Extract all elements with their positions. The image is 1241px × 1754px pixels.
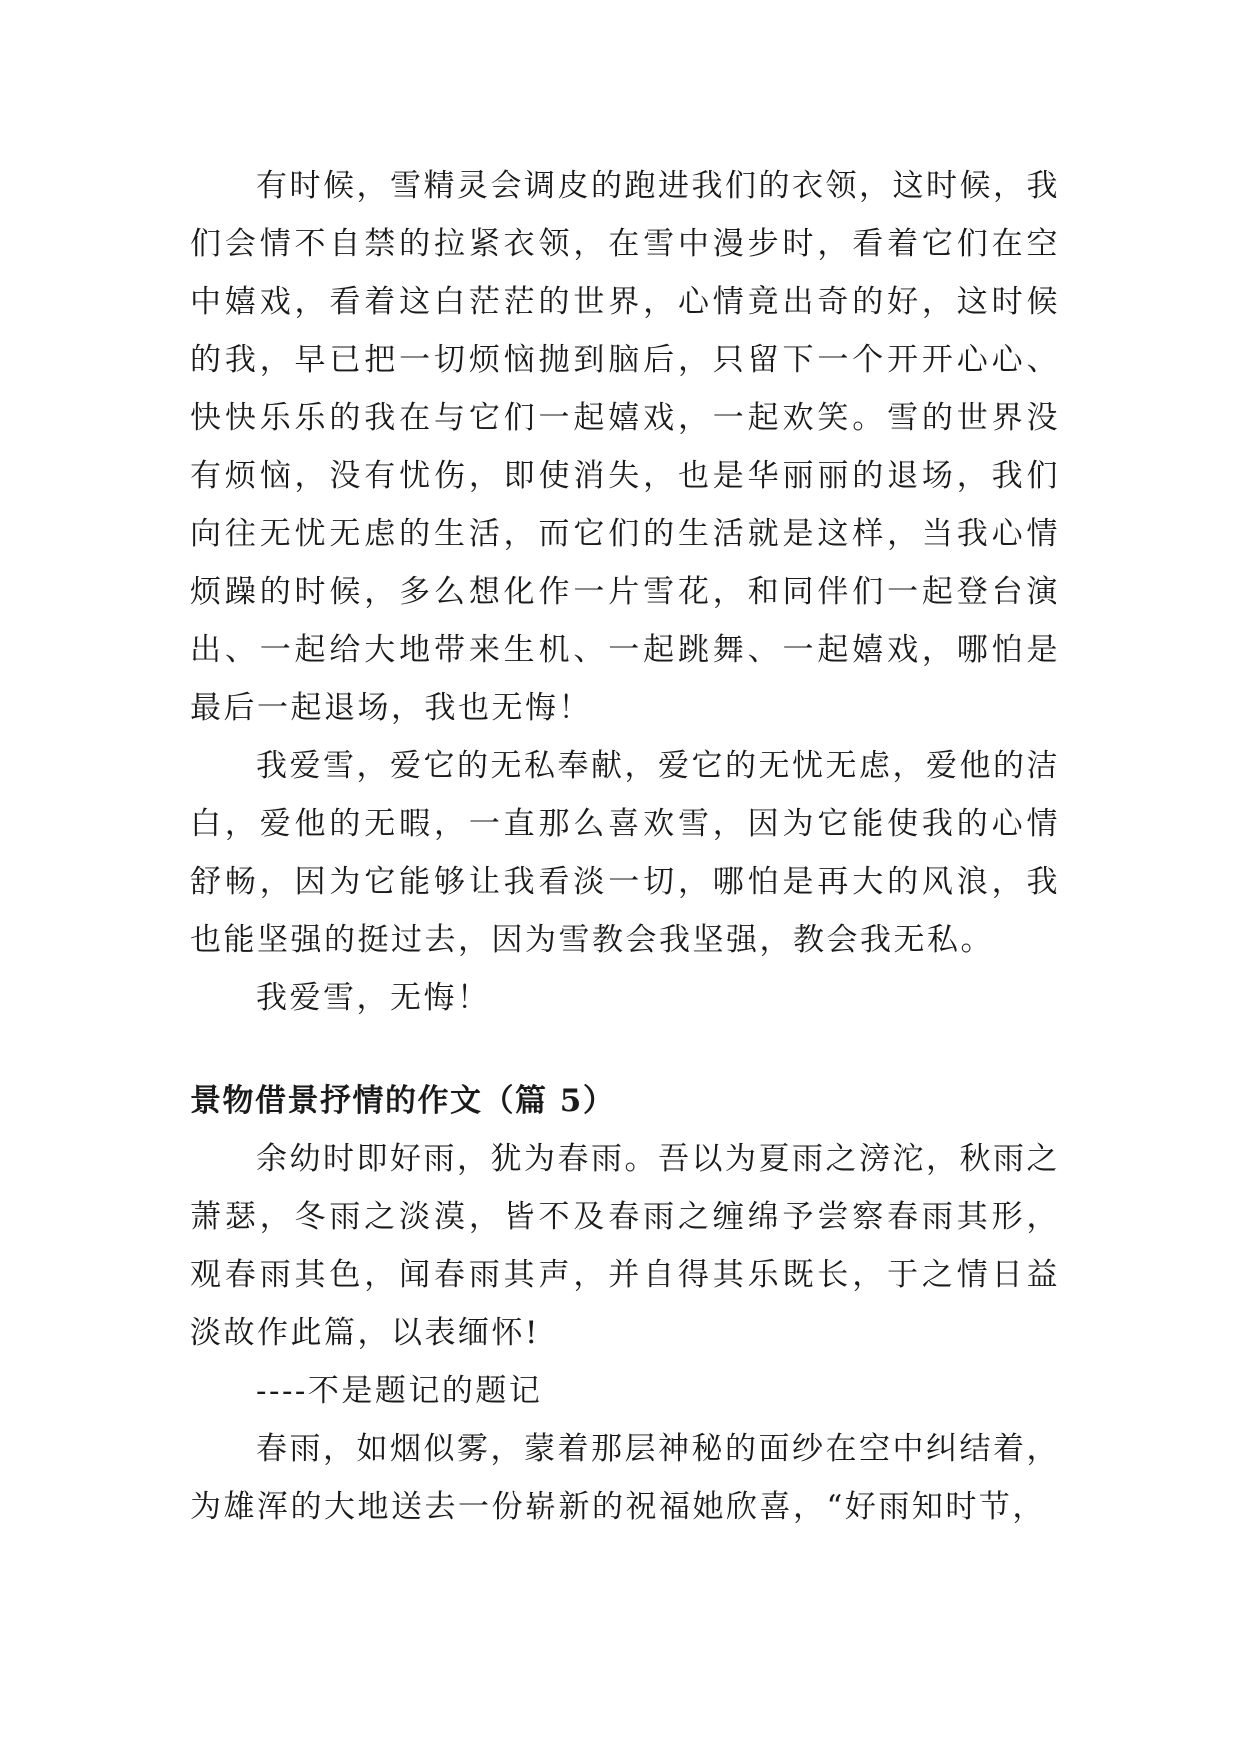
text-section-spring-rain xyxy=(190,1130,1060,1536)
paragraph: 我爱雪，无悔！ xyxy=(256,980,491,1016)
paragraph: 余幼时即好雨，犹为春雨。吾以为夏雨之滂沱，秋雨之萧瑟，冬雨之淡漠，皆不及春雨之缠绵予尝察春雨其形，观春雨其色，闻春雨其声，并自得其乐既长，于之情日益淡故作此篇，以表缅怀! xyxy=(190,1141,1060,1351)
section-title: 景物借景抒情的作文（篇 5） xyxy=(190,1083,616,1119)
paragraph: 我爱雪，爱它的无私奉献，爱它的无忧无虑，爱他的洁白，爱他的无暇，一直那么喜欢雪，因为它能使我的心情舒畅，因为它能够让我看淡一切，哪怕是再大的风浪，我也能坚强的挺过去，因为雪教会我坚强，教会我无私。 xyxy=(190,748,1060,958)
paragraph: 春雨，如烟似雾，蒙着那层神秘的面纱在空中纠结着，为雄浑的大地送去一份崭新的祝福她欣喜，“好雨知时节， xyxy=(190,1431,1060,1525)
paragraph: 有时候，雪精灵会调皮的跑进我们的衣领，这时候，我们会情不自禁的拉紧衣领，在雪中漫步时，看着它们在空中嬉戏，看着这白茫茫的世界，心情竟出奇的好，这时候的我，早已把一切烦恼抛到脑后，只留下一个开开心心、快快乐乐的我在与它们一起嬉戏，一起欢笑。雪的世界没有烦恼，没有忧伤，即使消失，也是华丽丽的退场，我们向往无忧无虑的生活，而它们的生活就是这样，当我心情烦躁的时候，多么想化作一片雪花，和同伴们一起登台演出、一起给大地带来生机、一起跳舞、一起嬉戏，哪怕是最后一起退场，我也无悔！ xyxy=(190,168,1060,726)
paragraph: ----不是题记的题记 xyxy=(256,1373,543,1409)
text-section-snow xyxy=(190,157,1060,1027)
